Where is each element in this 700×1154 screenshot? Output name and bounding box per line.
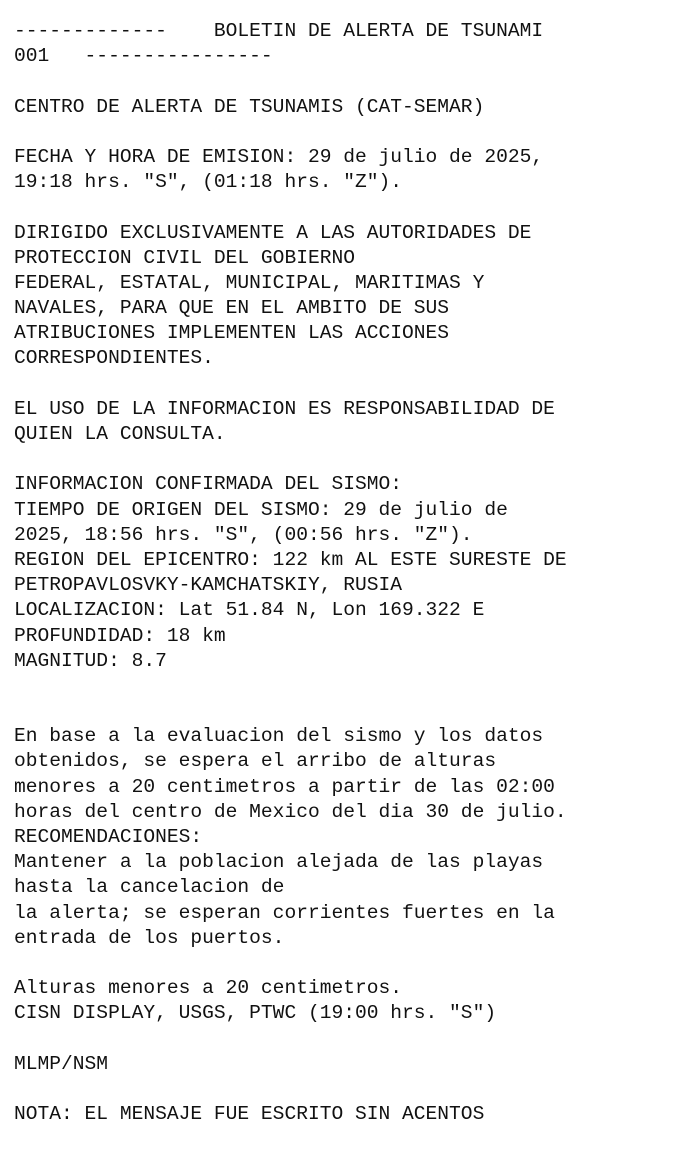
origin-time-line-1: TIEMPO DE ORIGEN DEL SISMO: 29 de julio de <box>14 498 508 521</box>
evaluation-line-3: menores a 20 centimetros a partir de las 02:00 <box>14 775 555 798</box>
audience-line-1: DIRIGIDO EXCLUSIVAMENTE A LAS AUTORIDADES DE <box>14 221 532 244</box>
issue-datetime-line-2: 19:18 hrs. "S", (01:18 hrs. "Z"). <box>14 171 403 194</box>
accent-note: NOTA: EL MENSAJE FUE ESCRITO SIN ACENTOS <box>14 1103 485 1126</box>
disclaimer-line-1: EL USO DE LA INFORMACION ES RESPONSABILIDAD DE <box>14 397 555 420</box>
recommendation-line-3: la alerta; se esperan corrientes fuertes en la <box>14 901 555 924</box>
wave-height-summary: Alturas menores a 20 centimetros. <box>14 977 403 1000</box>
data-sources: CISN DISPLAY, USGS, PTWC (19:00 hrs. "S") <box>14 1002 497 1025</box>
recommendation-line-4: entrada de los puertos. <box>14 926 285 949</box>
disclaimer-line-2: QUIEN LA CONSULTA. <box>14 423 226 445</box>
blank-line <box>14 674 694 699</box>
blank-line <box>14 699 694 724</box>
blank-line <box>14 120 694 145</box>
evaluation-line-1: En base a la evaluacion del sismo y los datos <box>14 725 544 748</box>
blank-line <box>14 372 694 397</box>
depth: PROFUNDIDAD: 18 km <box>14 624 226 647</box>
bulletin-header-line-1: ------------- BOLETIN DE ALERTA DE TSUNAMI <box>14 20 544 42</box>
blank-line <box>14 195 694 220</box>
evaluation-line-4: horas del centro de Mexico del dia 30 de julio. <box>14 800 567 823</box>
blank-line <box>14 447 694 472</box>
issue-datetime-line-1: FECHA Y HORA DE EMISION: 29 de julio de 2025, <box>14 145 544 168</box>
epicenter-region-line-1: REGION DEL EPICENTRO: 122 km AL ESTE SURESTE DE <box>14 548 567 571</box>
bulletin-header-line-2: 001 ---------------- <box>14 45 273 68</box>
recommendations-heading: RECOMENDACIONES: <box>14 826 203 848</box>
audience-line-4: NAVALES, PARA QUE EN EL AMBITO DE SUS <box>14 297 450 320</box>
location: LOCALIZACION: Lat 51.84 N, Lon 169.322 E <box>14 599 485 622</box>
blank-line <box>14 1027 694 1052</box>
blank-line <box>14 951 694 976</box>
blank-line <box>14 69 694 94</box>
audience-line-5: ATRIBUCIONES IMPLEMENTEN LAS ACCIONES <box>14 322 450 345</box>
evaluation-line-2: obtenidos, se espera el arribo de alturas <box>14 750 497 773</box>
recommendation-line-2: hasta la cancelacion de <box>14 876 285 899</box>
audience-line-6: CORRESPONDIENTES. <box>14 347 214 370</box>
audience-line-2: PROTECCION CIVIL DEL GOBIERNO <box>14 246 355 269</box>
audience-line-3: FEDERAL, ESTATAL, MUNICIPAL, MARITIMAS Y <box>14 271 485 294</box>
tsunami-bulletin-document <box>14 19 694 1127</box>
issuing-center: CENTRO DE ALERTA DE TSUNAMIS (CAT-SEMAR) <box>14 95 485 118</box>
magnitude: MAGNITUD: 8.7 <box>14 649 167 672</box>
blank-line <box>14 1077 694 1102</box>
recommendation-line-1: Mantener a la poblacion alejada de las playas <box>14 851 544 874</box>
epicenter-region-line-2: PETROPAVLOSVKY-KAMCHATSKIY, RUSIA <box>14 574 403 597</box>
author-initials: MLMP/NSM <box>14 1052 109 1075</box>
quake-info-heading: INFORMACION CONFIRMADA DEL SISMO: <box>14 473 403 496</box>
origin-time-line-2: 2025, 18:56 hrs. "S", (00:56 hrs. "Z"). <box>14 523 473 546</box>
